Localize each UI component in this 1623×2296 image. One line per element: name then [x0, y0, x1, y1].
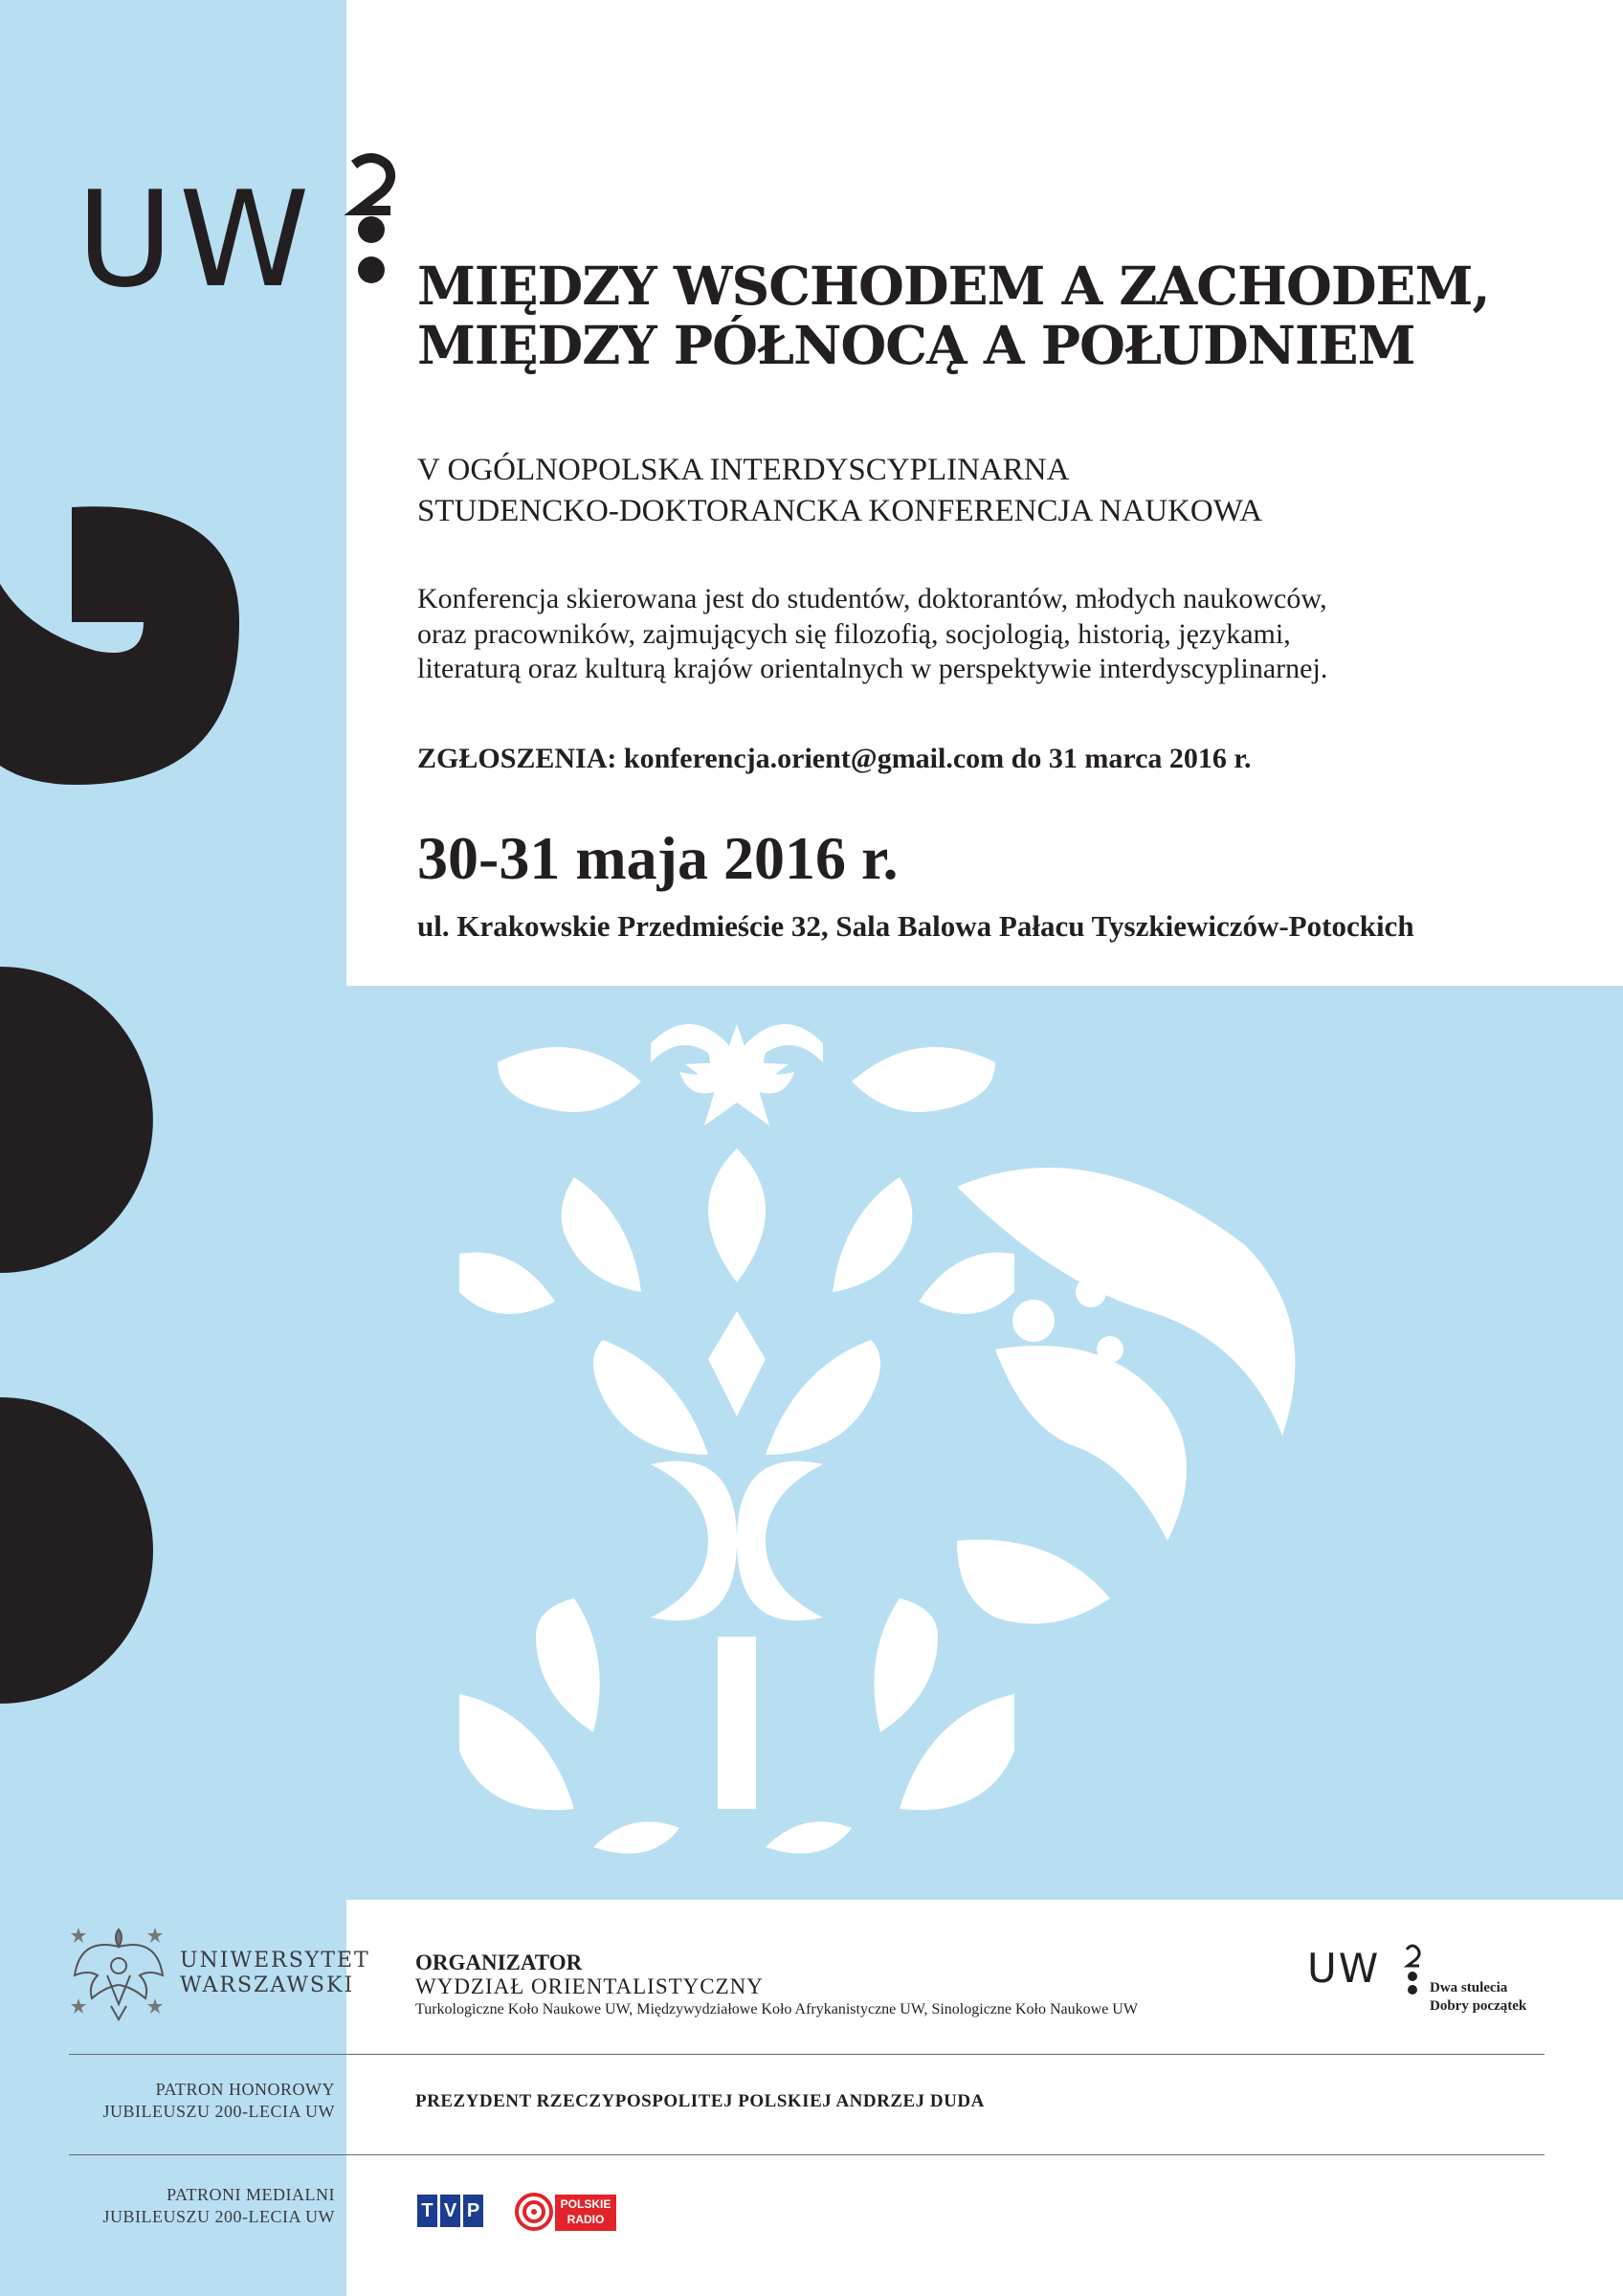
- patron-label-line: JUBILEUSZU 200-LECIA UW: [102, 2207, 335, 2227]
- big-zero-icon: [0, 1397, 153, 1704]
- small-two-icon: [354, 158, 390, 211]
- tvp-letter: V: [440, 2195, 460, 2227]
- event-address: ul. Krakowskie Przedmieście 32, Sala Balowa Pałacu Tyszkiewiczów-Potockich: [417, 909, 1414, 943]
- description-line: Konferencja skierowana jest do studentów, doktorantów, młodych naukowców,: [417, 583, 1327, 614]
- divider: [69, 2054, 1545, 2055]
- event-date: 30-31 maja 2016 r.: [417, 824, 899, 892]
- conference-title: [417, 256, 1604, 374]
- tvp-letter: T: [417, 2195, 437, 2227]
- radio-line: RADIO: [567, 2212, 605, 2226]
- dot-icon: [358, 256, 385, 283]
- polskie-radio-logo-icon: [513, 2190, 555, 2234]
- media-patrons-label: [57, 2184, 335, 2229]
- university-name: [180, 1949, 370, 1998]
- organizer-label: ORGANIZATOR: [415, 1950, 583, 1974]
- tvp-letter: P: [463, 2195, 483, 2227]
- description-line: oraz pracowników, zajmujących się filozofią, socjologią, historią, językami,: [417, 617, 1291, 650]
- description-line: literaturą oraz kulturą krajów orientalnych w perspektywie interdyscyplinarnej.: [417, 653, 1328, 685]
- uw-logo-text: UW: [77, 163, 316, 317]
- honorary-patron-label: [57, 2079, 335, 2124]
- damask-ornament-icon: [421, 1005, 1340, 1895]
- big-zero-icon: [0, 967, 153, 1273]
- title-line: MIĘDZY WSCHODEM A ZACHODEM,: [417, 255, 1490, 317]
- patron-label-line: PATRON HONOROWY: [155, 2080, 335, 2099]
- jubilee-logo-text: UW: [1307, 1945, 1381, 1992]
- subtitle-line: V OGÓLNOPOLSKA INTERDYSCYPLINARNA: [417, 453, 1070, 487]
- registration-info: ZGŁOSZENIA: konferencja.orient@gmail.com do 31 marca 2016 r.: [417, 743, 1252, 774]
- organizer-clubs: Turkologiczne Koło Naukowe UW, Międzywydziałowe Koło Afrykanistyczne UW, Sinologiczne Koło Naukowe UW: [415, 2000, 1138, 2017]
- radio-line: POLSKIE: [560, 2197, 611, 2211]
- subtitle-line: STUDENCKO-DOKTORANCKA KONFERENCJA NAUKOWA: [417, 493, 1263, 528]
- divider: [69, 2154, 1545, 2155]
- polskie-radio-wordmark: [555, 2195, 616, 2231]
- dot-icon: [358, 216, 385, 243]
- conference-subtitle: [417, 450, 1604, 532]
- honorary-patron-name: PREZYDENT RZECZYPOSPOLITEJ POLSKIEJ ANDRZEJ DUDA: [415, 2091, 985, 2111]
- patron-label-line: PATRONI MEDIALNI: [167, 2185, 335, 2204]
- organizer-department: WYDZIAŁ ORIENTALISTYCZNY: [415, 1974, 764, 1999]
- tvp-logo-icon: [417, 2195, 484, 2227]
- jubilee-slogan: [1430, 1979, 1526, 2016]
- eagle-emblem-icon: [69, 1918, 168, 2023]
- slogan-line: Dwa stulecia: [1430, 1980, 1508, 1995]
- conference-description: [417, 582, 1604, 687]
- university-name-line: WARSZAWSKI: [180, 1973, 355, 1997]
- title-line: MIĘDZY PÓŁNOCĄ A POŁUDNIEM: [417, 313, 1415, 376]
- patron-label-line: JUBILEUSZU 200-LECIA UW: [102, 2102, 335, 2122]
- big-two-icon: [0, 506, 239, 785]
- slogan-line: Dobry początek: [1430, 1997, 1527, 2014]
- organizer-block: [415, 1950, 1138, 2020]
- university-name-line: UNIWERSYTET: [180, 1949, 370, 1973]
- jubilee-logo-dots-icon: [1403, 1938, 1426, 1995]
